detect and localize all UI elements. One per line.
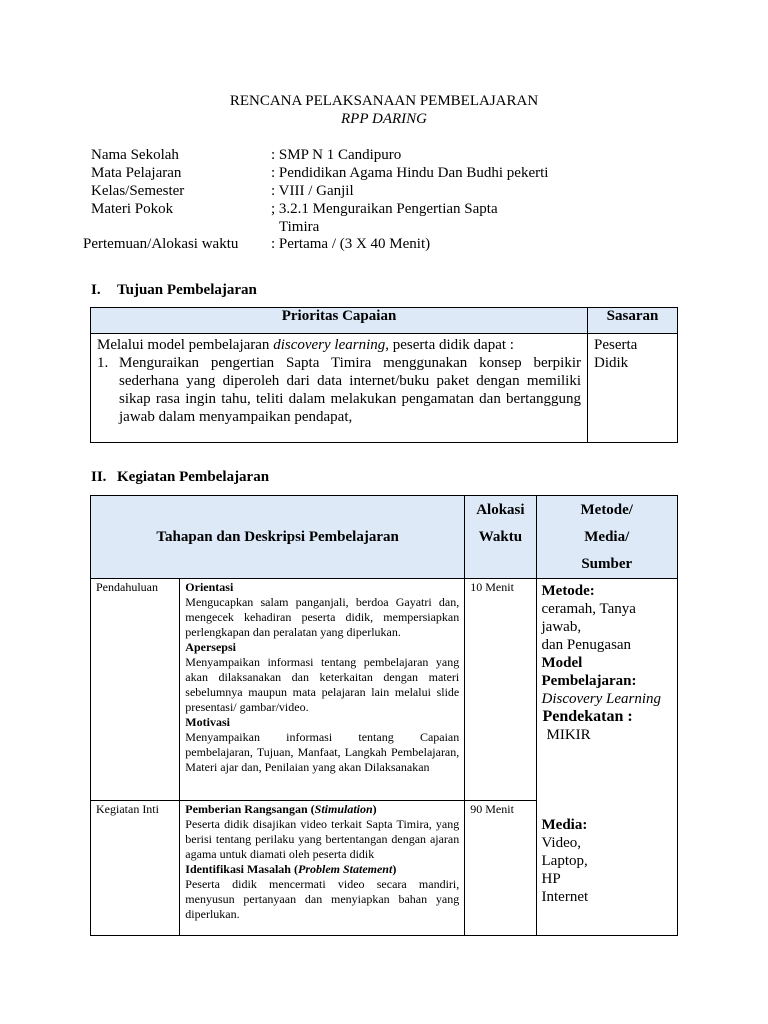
info-value-material: ; 3.2.1 Menguraikan Pengertian Sapta xyxy=(271,201,498,217)
objectives-list xyxy=(97,354,581,426)
block-heading xyxy=(185,802,459,817)
info-value-school: : SMP N 1 Candipuro xyxy=(271,147,402,163)
model-label-1: Model xyxy=(541,655,583,671)
stage-intro-desc xyxy=(180,579,465,801)
block-heading: Apersepsi xyxy=(185,640,236,654)
objectives-intro-post: , peserta didik dapat : xyxy=(385,337,514,353)
objectives-intro-italic: discovery learning xyxy=(273,337,386,353)
objectives-intro-pre: Melalui model pembelajaran xyxy=(97,337,274,353)
heading-post: ) xyxy=(372,802,377,816)
stage-intro: Pendahuluan xyxy=(91,579,180,801)
section-1-number: I. xyxy=(91,282,101,298)
model-value: Discovery Learning xyxy=(541,691,662,707)
objectives-intro xyxy=(97,336,581,354)
header-method-line-3: Sumber xyxy=(581,556,633,572)
target-line-2: Didik xyxy=(594,355,629,371)
method-value-2: jawab, xyxy=(541,619,582,635)
section-1-title: Tujuan Pembelajaran xyxy=(117,282,257,298)
stage-core: Kegiatan Inti xyxy=(91,801,180,936)
activities-header-method xyxy=(536,496,678,579)
block-heading: Orientasi xyxy=(185,580,234,594)
media-item: Video, xyxy=(541,835,582,851)
header-time-line-1: Alokasi xyxy=(476,502,525,518)
list-item xyxy=(97,354,581,426)
method-value-1: ceramah, Tanya xyxy=(541,601,636,617)
list-item-text: Menguraikan pengertian Sapta Timira menggunakan konsep berpikir sederhana yang diperoleh dari data internet/buku paket dengan memiliki sikap rasa ingin tahu, teliti dalam melakukan pengamatan dan bertanggung jawab dalam menyampaikan pendapat, xyxy=(119,355,581,425)
heading-post: ) xyxy=(392,862,397,876)
section-1-heading xyxy=(91,282,257,299)
heading-italic: Stimulation xyxy=(314,802,373,816)
media-item: Laptop, xyxy=(541,853,588,869)
stage-core-time: 90 Menit xyxy=(465,801,536,936)
heading-pre: Identifikasi Masalah ( xyxy=(185,862,298,876)
objectives-cell xyxy=(91,334,588,443)
header-method-line-1: Metode/ xyxy=(580,502,633,518)
objectives-table xyxy=(90,307,678,443)
activities-header-desc: Tahapan dan Deskripsi Pembelajaran xyxy=(91,496,465,579)
media-item: HP xyxy=(541,871,561,887)
block-text: Menyampaikan informasi tentang pembelajaran yang akan dilaksanakan dan keterkaitan dengan materi sebelumnya maupun mata pelajaran lain melalui slide presentasi/ gambar/video. xyxy=(185,655,460,714)
objectives-header-priority: Prioritas Capaian xyxy=(91,308,588,334)
media-item: Internet xyxy=(541,889,589,905)
approach-label: Pendekatan : xyxy=(542,708,633,725)
objectives-header-target: Sasaran xyxy=(588,308,678,334)
block-text: Peserta didik disajikan video terkait Sapta Timira, yang berisi tentang perilaku yang bertentangan dengan ajaran agama untuk diamati oleh peserta didik xyxy=(185,817,460,861)
block-heading xyxy=(185,862,459,877)
block-stimulation xyxy=(185,802,459,862)
method-label: Metode: xyxy=(541,583,595,599)
media-label: Media: xyxy=(541,817,588,833)
document-title: RENCANA PELAKSANAAN PEMBELAJARAN xyxy=(229,93,539,109)
header-time-line-2: Waktu xyxy=(478,529,523,545)
stage-core-desc xyxy=(180,801,465,936)
info-label-class: Kelas/Semester xyxy=(91,183,185,199)
method-value-3: dan Penugasan xyxy=(541,637,632,653)
block-text: Menyampaikan informasi tentang Capaian pembelajaran, Tujuan, Manfaat, Langkah Pembelajaran, Materi ajar dan, Penilaian yang akan Dilaksanakan xyxy=(185,730,460,774)
list-item-number: 1. xyxy=(97,355,109,371)
model-label-2: Pembelajaran: xyxy=(541,673,637,689)
section-2-number: II. xyxy=(91,469,107,485)
block-orientation xyxy=(185,580,459,640)
objectives-target-cell xyxy=(588,334,678,443)
info-value-meeting: : Pertama / (3 X 40 Menit) xyxy=(271,236,431,252)
info-value-material-cont: Timira xyxy=(279,219,320,235)
info-label-subject: Mata Pelajaran xyxy=(91,165,182,181)
heading-pre: Pemberian Rangsangan ( xyxy=(185,802,315,816)
info-value-subject: : Pendidikan Agama Hindu Dan Budhi pekerti xyxy=(271,165,549,181)
activities-header-time xyxy=(465,496,536,579)
block-apperception xyxy=(185,640,459,715)
method-media-cell xyxy=(536,579,678,936)
section-2-title: Kegiatan Pembelajaran xyxy=(117,469,270,485)
info-label-material: Materi Pokok xyxy=(91,201,174,217)
approach-value: MIKIR xyxy=(546,727,591,743)
block-text: Mengucapkan salam panganjali, berdoa Gayatri dan, mengecek kehadiran peserta didik, mempersiapkan perlengkapan dan peralatan yang diperlukan. xyxy=(185,595,460,639)
activities-table xyxy=(90,495,678,936)
block-text: Peserta didik mencermati video secara mandiri, menyusun pertanyaan dan menyiapkan bahan yang diperlukan. xyxy=(185,877,460,921)
heading-italic: Problem Statement xyxy=(297,862,393,876)
method-spacer xyxy=(542,744,673,816)
stage-intro-time: 10 Menit xyxy=(465,579,536,801)
header-method-line-2: Media/ xyxy=(584,529,630,545)
block-problem-statement xyxy=(185,862,459,922)
info-label-meeting: Pertemuan/Alokasi waktu xyxy=(83,236,239,252)
info-label-school: Nama Sekolah xyxy=(91,147,179,163)
block-heading: Motivasi xyxy=(185,715,230,729)
section-2-heading xyxy=(91,469,269,486)
info-value-class: : VIII / Ganjil xyxy=(271,183,354,199)
block-motivation xyxy=(185,715,459,775)
document-subtitle: RPP DARING xyxy=(341,111,427,127)
target-line-1: Peserta xyxy=(594,337,638,353)
